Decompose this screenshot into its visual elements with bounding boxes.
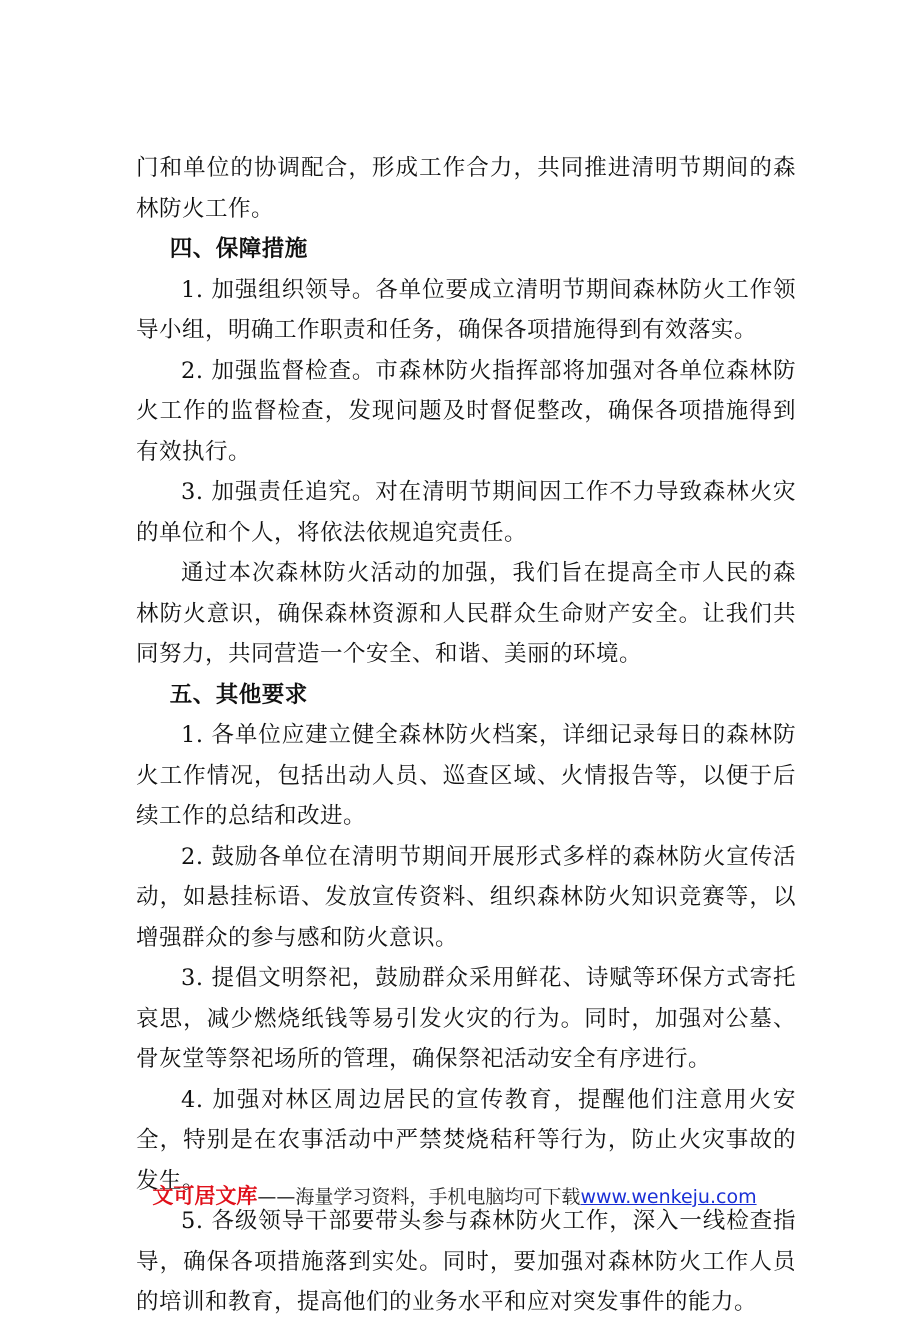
paragraph-requirement-4: 4. 加强对林区周边居民的宣传教育，提醒他们注意用火安全，特别是在农事活动中严禁焚烧秸秆等行为，防止火灾事故的发生。 xyxy=(136,1086,796,1194)
paragraph-conclusion: 通过本次森林防火活动的加强，我们旨在提高全市人民的森林防火意识，确保森林资源和人民群众生命财产安全。让我们共同努力，共同营造一个安全、和谐、美丽的环境。 xyxy=(136,560,796,667)
section-heading-safeguards: 四、保障措施 xyxy=(169,236,308,262)
footer-brand: 文可居文库 xyxy=(152,1184,258,1208)
paragraph-supervision: 2. 加强监督检查。市森林防火指挥部将加强对各单位森林防火工作的监督检查，发现问题及时督促整改，确保各项措施得到有效执行。 xyxy=(136,357,796,465)
paragraph-requirement-2: 2. 鼓励各单位在清明节期间开展形式多样的森林防火宣传活动，如悬挂标语、发放宣传资料、组织森林防火知识竞赛等，以增强群众的参与感和防火意识。 xyxy=(136,843,796,951)
paragraph-continuation: 门和单位的协调配合，形成工作合力，共同推进清明节期间的森林防火工作。 xyxy=(136,155,796,222)
document-body xyxy=(136,148,796,1323)
paragraph-requirement-3: 3. 提倡文明祭祀，鼓励群众采用鲜花、诗赋等环保方式寄托哀思，减少燃烧纸钱等易引发火灾的行为。同时，加强对公墓、骨灰堂等祭祀场所的管理，确保祭祀活动安全有序进行。 xyxy=(136,965,796,1072)
footer-description: 海量学习资料，手机电脑均可下载 xyxy=(295,1186,581,1208)
paragraph-requirement-5: 5. 各级领导干部要带头参与森林防火工作，深入一线检查指导，确保各项措施落到实处。同时，要加强对森林防火工作人员的培训和教育，提高他们的业务水平和应对突发事件的能力。 xyxy=(136,1208,796,1315)
paragraph-requirement-1: 1. 各单位应建立健全森林防火档案，详细记录每日的森林防火工作情况，包括出动人员、巡查区域、火情报告等，以便于后续工作的总结和改进。 xyxy=(136,722,796,829)
footer-dash: —— xyxy=(257,1186,296,1208)
page-footer xyxy=(0,1182,909,1211)
footer-website-link[interactable]: www.wenkeju.com xyxy=(580,1186,757,1208)
section-heading-other-requirements: 五、其他要求 xyxy=(169,681,308,708)
paragraph-organization: 1. 加强组织领导。各单位要成立清明节期间森林防火工作领导小组，明确工作职责和任务，确保各项措施得到有效落实。 xyxy=(136,276,796,343)
paragraph-accountability: 3. 加强责任追究。对在清明节期间因工作不力导致森林火灾的单位和个人，将依法依规追究责任。 xyxy=(136,479,796,546)
